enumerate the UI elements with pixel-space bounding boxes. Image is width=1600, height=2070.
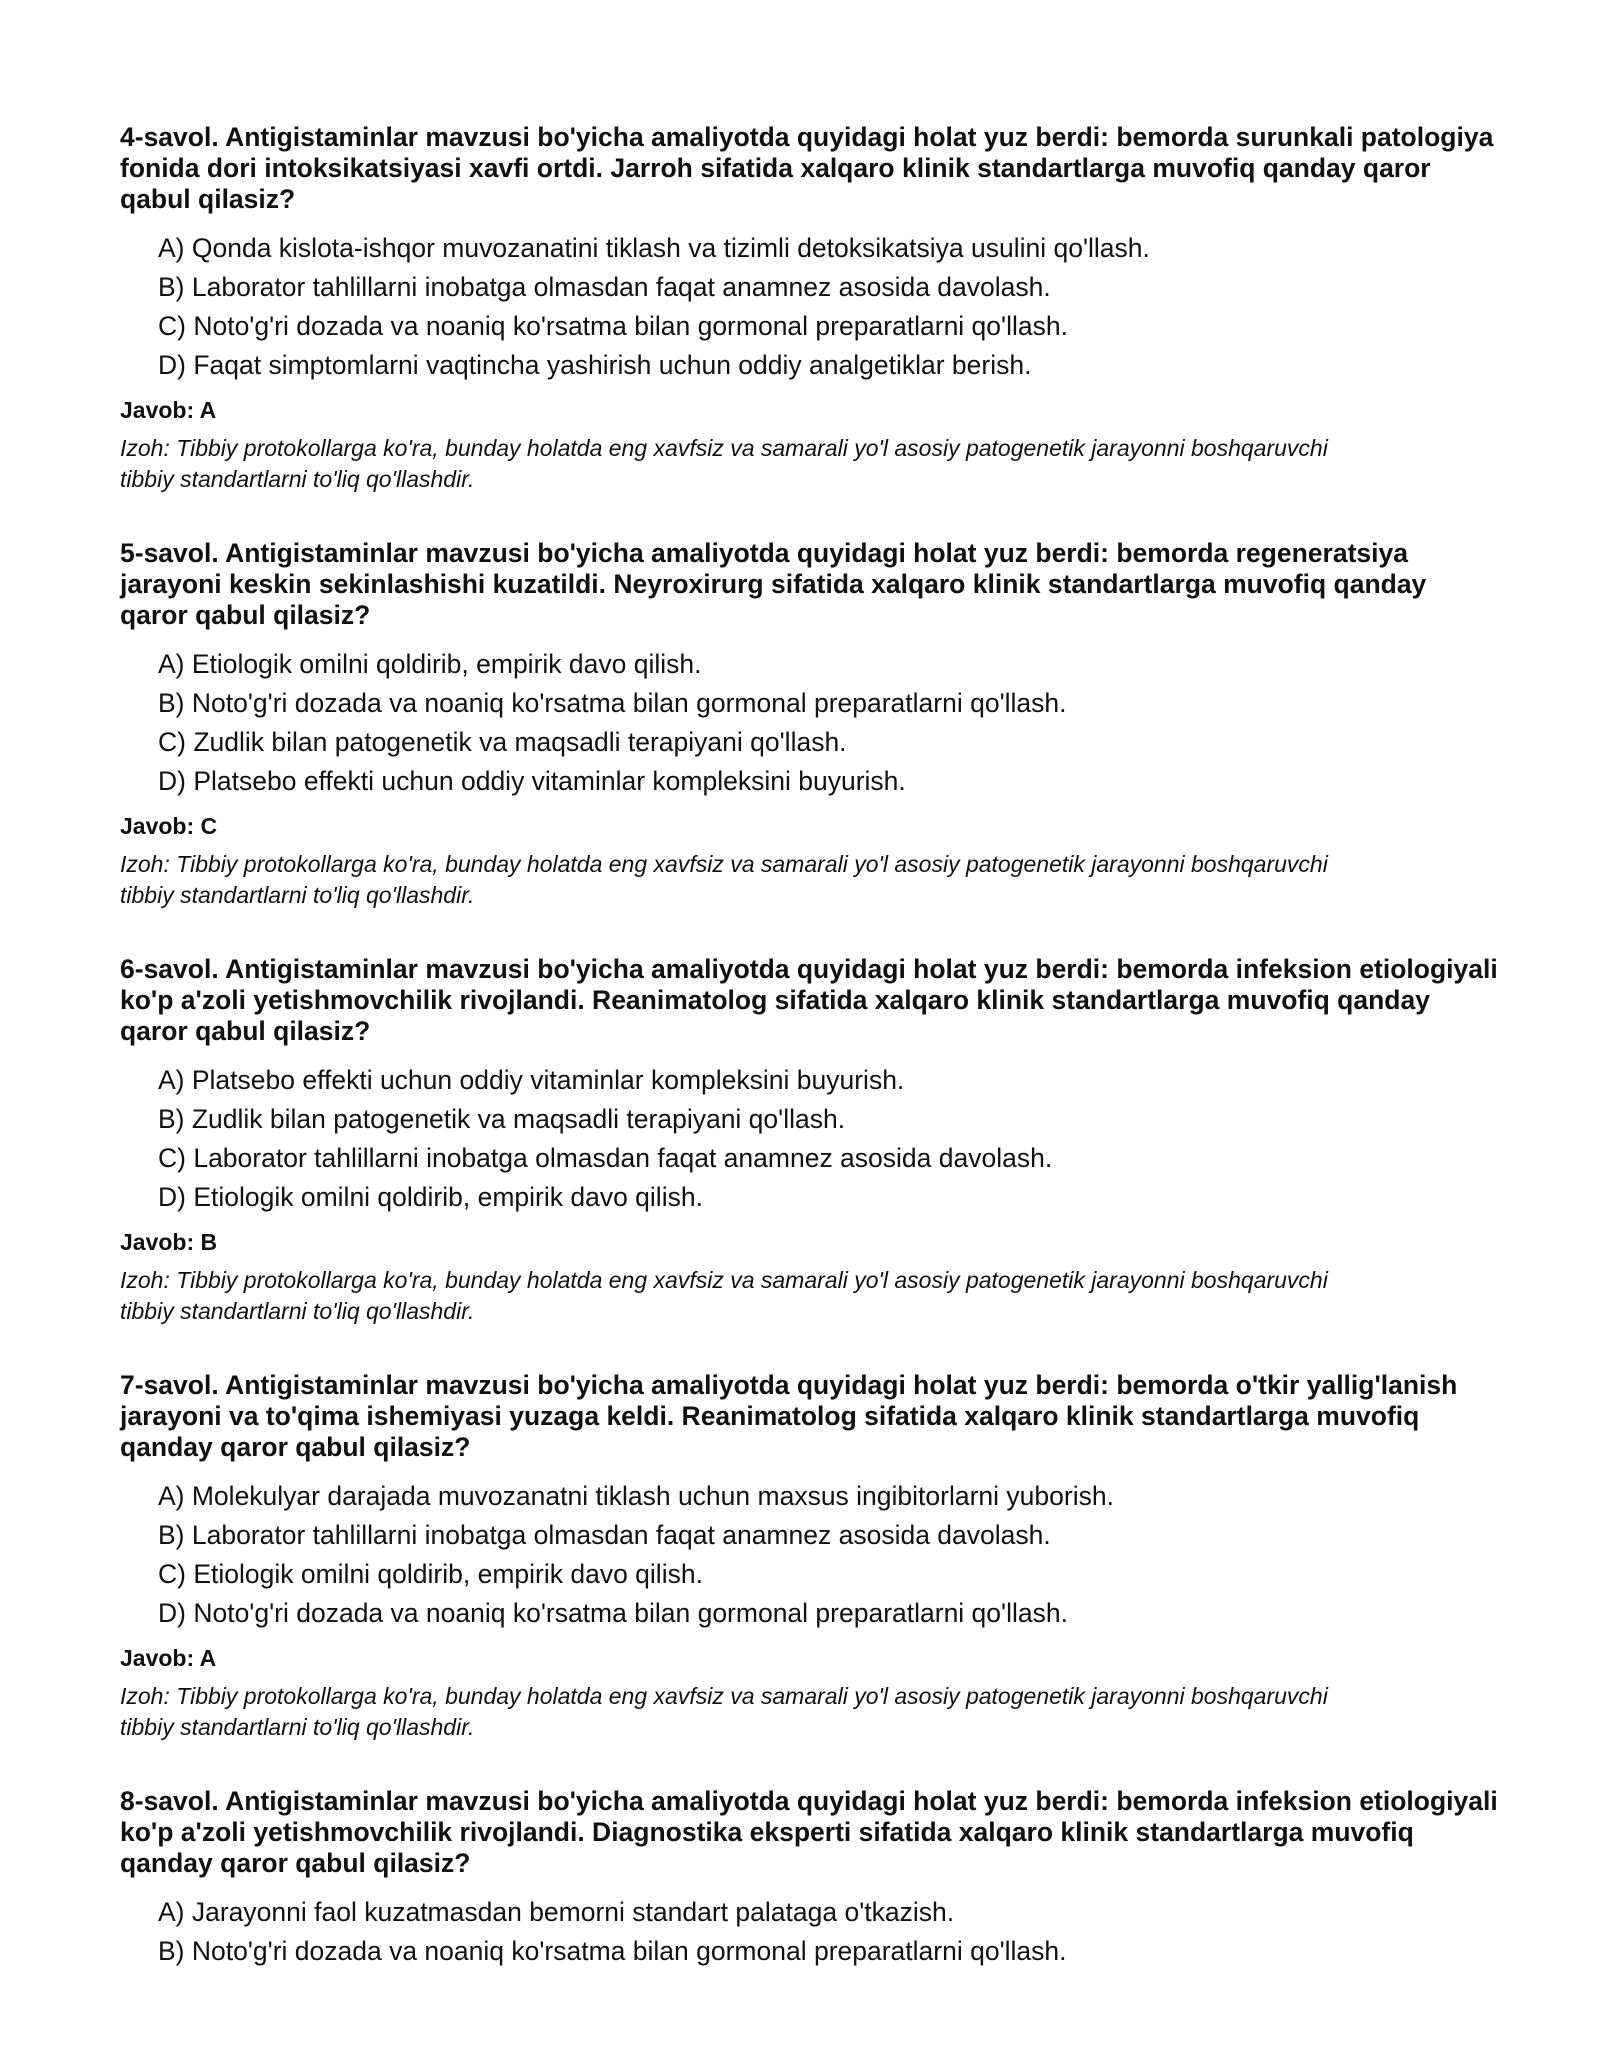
question-6 [120,954,1500,1327]
question-title: 5-savol. Antigistaminlar mavzusi bo'yicha amaliyotda quyidagi holat yuz berdi: bemorda regeneratsiya jarayoni keskin sekinlashishi kuzatildi. Neyroxirurg sifatida xalqaro klinik standartlarga muvofiq qanday qaror qabul qilasiz? [120,538,1427,630]
options-list [120,1477,1500,1633]
answer-label: Javob: A [120,1645,217,1671]
question-8 [120,1786,1500,1971]
document-page [120,122,1500,2014]
option-d: D) Faqat simptomlarni vaqtincha yashirish uchun oddiy analgetiklar berish. [158,350,1032,380]
options-list [120,645,1500,801]
option-b: B) Noto'g'ri dozada va noaniq ko'rsatma bilan gormonal preparatlarni qo'llash. [158,1936,1067,1966]
question-5 [120,538,1500,911]
option-d: D) Noto'g'ri dozada va noaniq ko'rsatma bilan gormonal preparatlarni qo'llash. [158,1598,1068,1628]
option-a: A) Molekulyar darajada muvozanatni tiklash uchun maxsus ingibitorlarni yuborish. [158,1481,1114,1511]
option-c: C) Etiologik omilni qoldirib, empirik davo qilish. [158,1559,703,1589]
option-c: C) Zudlik bilan patogenetik va maqsadli terapiyani qo'llash. [158,727,847,757]
explanation-note: Izoh: Tibbiy protokollarga ko'ra, bunday holatda eng xavfsiz va samarali yo'l asosiy patogenetik jarayonni boshqaruvchi tibbiy standartlarni to'liq qo'llashdir. [120,435,1328,492]
answer-label: Javob: C [120,813,218,839]
options-list [120,229,1500,385]
option-b: B) Laborator tahlillarni inobatga olmasdan faqat anamnez asosida davolash. [158,272,1051,302]
question-title: 7-savol. Antigistaminlar mavzusi bo'yicha amaliyotda quyidagi holat yuz berdi: bemorda o'tkir yallig'lanish jarayoni va to'qima ishemiyasi yuzaga keldi. Reanimatolog sifatida xalqaro klinik standartlarga muvofiq qanday qaror qabul qilasiz? [120,1370,1458,1462]
option-d: D) Platsebo effekti uchun oddiy vitaminlar kompleksini buyurish. [158,766,906,796]
options-list [120,1061,1500,1217]
option-b: B) Noto'g'ri dozada va noaniq ko'rsatma bilan gormonal preparatlarni qo'llash. [158,688,1067,718]
question-title: 8-savol. Antigistaminlar mavzusi bo'yicha amaliyotda quyidagi holat yuz berdi: bemorda infeksion etiologiyali ko'p a'zoli yetishmovchilik rivojlandi. Diagnostika eksperti sifatida xalqaro klinik standartlarga muvofiq qanday qaror qabul qilasiz? [120,1786,1498,1878]
explanation-note: Izoh: Tibbiy protokollarga ko'ra, bunday holatda eng xavfsiz va samarali yo'l asosiy patogenetik jarayonni boshqaruvchi tibbiy standartlarni to'liq qo'llashdir. [120,851,1328,908]
option-a: A) Etiologik omilni qoldirib, empirik davo qilish. [158,649,702,679]
option-a: A) Jarayonni faol kuzatmasdan bemorni standart palataga o'tkazish. [158,1897,955,1927]
answer-label: Javob: A [120,397,217,423]
question-4 [120,122,1500,495]
option-b: B) Zudlik bilan patogenetik va maqsadli terapiyani qo'llash. [158,1104,846,1134]
question-7 [120,1370,1500,1743]
option-b: B) Laborator tahlillarni inobatga olmasdan faqat anamnez asosida davolash. [158,1520,1051,1550]
option-a: A) Platsebo effekti uchun oddiy vitaminlar kompleksini buyurish. [158,1065,905,1095]
explanation-note: Izoh: Tibbiy protokollarga ko'ra, bunday holatda eng xavfsiz va samarali yo'l asosiy patogenetik jarayonni boshqaruvchi tibbiy standartlarni to'liq qo'llashdir. [120,1267,1328,1324]
answer-label: Javob: B [120,1229,218,1255]
option-a: A) Qonda kislota-ishqor muvozanatini tiklash va tizimli detoksikatsiya usulini qo'llash. [158,233,1150,263]
option-c: C) Laborator tahlillarni inobatga olmasdan faqat anamnez asosida davolash. [158,1143,1053,1173]
options-list [120,1893,1500,1971]
question-title: 4-savol. Antigistaminlar mavzusi bo'yicha amaliyotda quyidagi holat yuz berdi: bemorda surunkali patologiya fonida dori intoksikatsiyasi xavfi ortdi. Jarroh sifatida xalqaro klinik standartlarga muvofiq qanday qaror qabul qilasiz? [120,122,1494,214]
question-title: 6-savol. Antigistaminlar mavzusi bo'yicha amaliyotda quyidagi holat yuz berdi: bemorda infeksion etiologiyali ko'p a'zoli yetishmovchilik rivojlandi. Reanimatolog sifatida xalqaro klinik standartlarga muvofiq qanday qaror qabul qilasiz? [120,954,1498,1046]
explanation-note: Izoh: Tibbiy protokollarga ko'ra, bunday holatda eng xavfsiz va samarali yo'l asosiy patogenetik jarayonni boshqaruvchi tibbiy standartlarni to'liq qo'llashdir. [120,1683,1328,1740]
option-d: D) Etiologik omilni qoldirib, empirik davo qilish. [158,1182,703,1212]
option-c: C) Noto'g'ri dozada va noaniq ko'rsatma bilan gormonal preparatlarni qo'llash. [158,311,1068,341]
